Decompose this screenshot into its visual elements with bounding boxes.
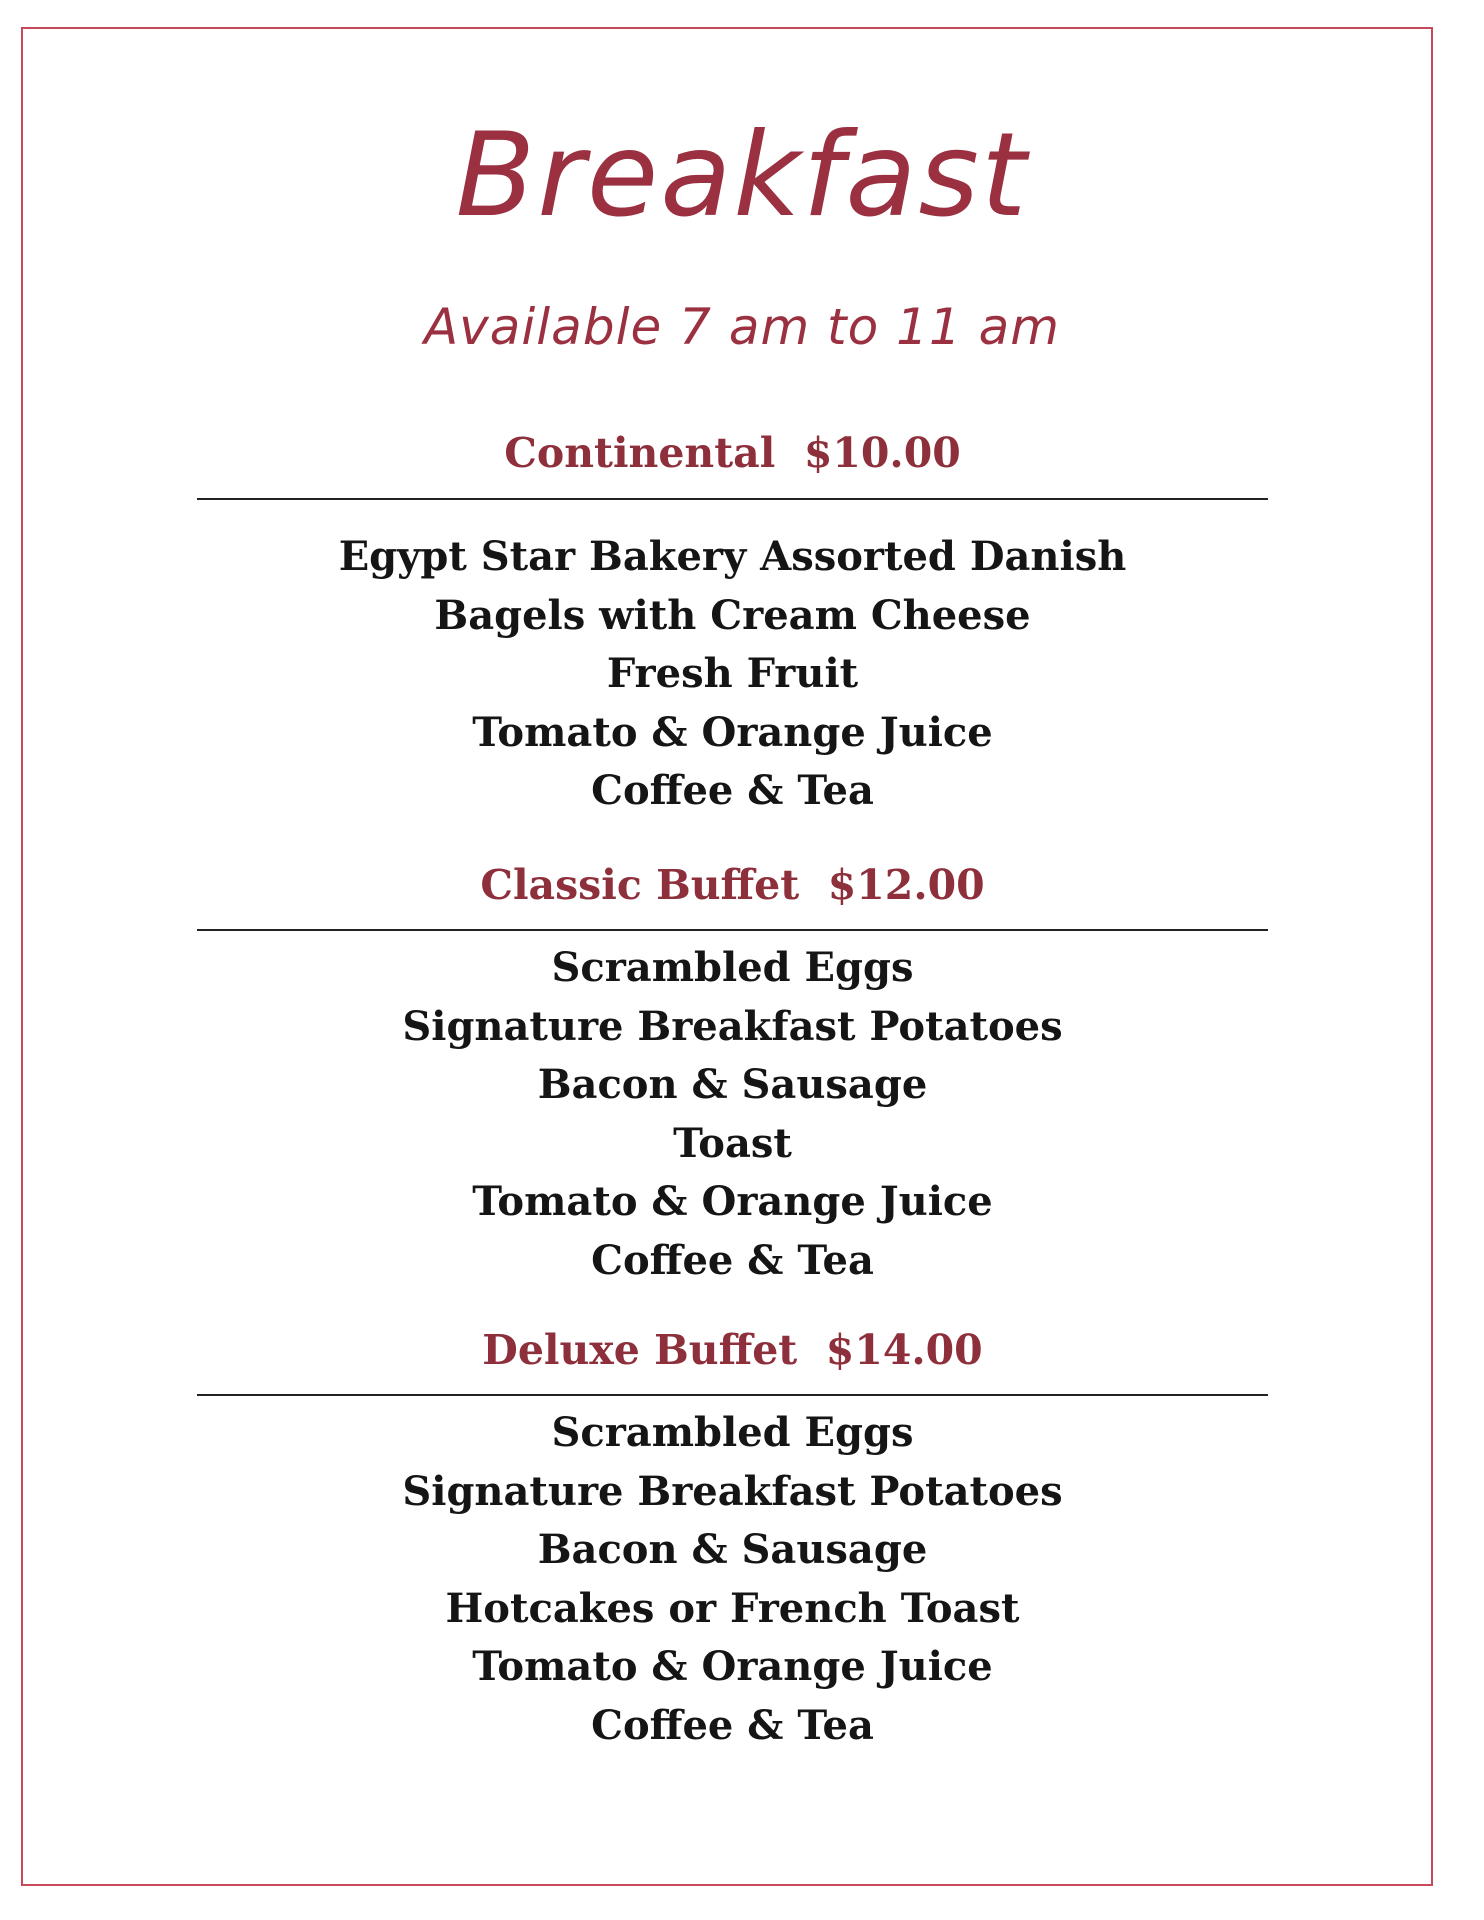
menu-item: Signature Breakfast Potatoes <box>402 1467 1063 1515</box>
menu-item-list <box>197 1404 1268 1755</box>
menu-item: Tomato & Orange Juice <box>472 1178 993 1225</box>
section-divider <box>197 929 1268 931</box>
menu-item: Bacon & Sausage <box>537 1061 928 1108</box>
section-divider <box>197 1394 1268 1396</box>
menu-item: Coffee & Tea <box>591 1701 874 1749</box>
menu-item: Scrambled Eggs <box>551 944 914 991</box>
section-heading: Deluxe Buffet $14.00 <box>482 1326 983 1374</box>
menu-item: Hotcakes or French Toast <box>445 1584 1020 1632</box>
menu-item: Fresh Fruit <box>606 650 859 697</box>
menu-item: Bacon & Sausage <box>537 1526 928 1573</box>
menu-item: Coffee & Tea <box>591 767 874 814</box>
menu-section-continental <box>197 429 1268 821</box>
menu-item: Egypt Star Bakery Assorted Danish <box>338 533 1127 580</box>
menu-item: Signature Breakfast Potatoes <box>402 1002 1063 1050</box>
availability-subtitle: Available 7 am to 11 am <box>423 298 1061 356</box>
menu-item: Toast <box>673 1119 792 1167</box>
menu-item: Tomato & Orange Juice <box>472 1643 993 1690</box>
section-divider <box>197 498 1268 500</box>
menu-section-deluxe-buffet <box>197 1326 1268 1755</box>
menu-section-classic-buffet <box>197 861 1268 1290</box>
menu-item: Scrambled Eggs <box>551 1409 914 1456</box>
page-title: Breakfast <box>455 108 1029 243</box>
section-heading: Continental $10.00 <box>504 429 961 477</box>
menu-item: Coffee & Tea <box>591 1236 874 1284</box>
menu-item: Bagels with Cream Cheese <box>434 591 1031 639</box>
menu-item: Tomato & Orange Juice <box>472 708 993 756</box>
section-heading: Classic Buffet $12.00 <box>480 861 985 909</box>
menu-item-list <box>197 528 1268 821</box>
menu-item-list <box>197 939 1268 1290</box>
